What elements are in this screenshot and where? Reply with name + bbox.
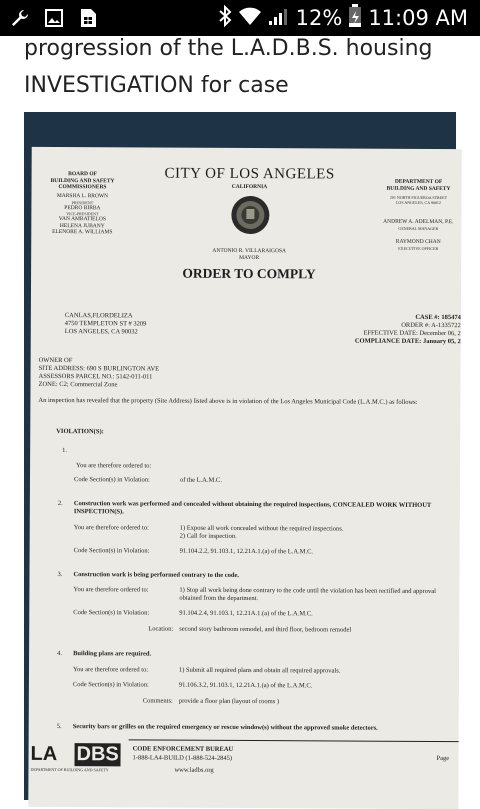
battery-percent: 12% (295, 6, 343, 30)
v4-ordered-value: 1) Submit all required plans and obtain all required approvals. (178, 666, 341, 675)
member-role: VICE-PRESIDENT (66, 211, 99, 217)
v2-code-label: Code Section(s) in Violation: (73, 547, 150, 555)
bureau-website: www.ladbs.org (174, 766, 214, 774)
state-label: CALIFORNIA (231, 183, 268, 191)
violations-heading: VIOLATION(S): (56, 428, 104, 436)
mayor-title: MAYOR (239, 254, 260, 262)
member-role: PRESIDENT (71, 199, 94, 205)
bureau-name: CODE ENFORCEMENT BUREAU (132, 745, 234, 753)
general-manager-title: GENERAL MANAGER (398, 225, 439, 232)
v3-location-value: second story bathroom remodel, and third floor, bedroom remodel (179, 625, 352, 634)
v1-code-value: of the L.A.M.C. (179, 476, 222, 484)
bureau-phone: 1-888-LA4-BUILD (1-888-524-2845) (132, 754, 233, 762)
order-number: ORDER #: A-1335722 (401, 321, 461, 330)
member-name: HELENA JUBANY (59, 222, 105, 229)
department-title: DEPARTMENT OF BUILDING AND SAFETY (386, 178, 451, 192)
site-address: SITE ADDRESS: 690 S BURLINGTON AVE (38, 364, 160, 373)
addressee-name: CANLAS,FLORDELIZA (64, 312, 133, 320)
v3-ordered-value: 1) Stop all work being done contrary to the code until the violation has been rectified and approval obtained from the department. (179, 586, 436, 603)
compliance-date: COMPLIANCE DATE: January 05, 2 (354, 337, 461, 346)
ladbs-logo: LA DBS DEPARTMENT OF BUILDING AND SAFETY (30, 742, 119, 773)
case-info (301, 313, 461, 346)
v4-code-value: 91.106.3.2, 91.103.1, 12.21A.1.(a) of the L.A.M.C. (178, 681, 313, 690)
battery-icon (348, 4, 362, 33)
addressee-city: LOS ANGELES, CA 90032 (64, 328, 138, 336)
v5-title: Security bars or grilles on the required emergency or rescue window(s) without the approved smoke detectors. (72, 723, 378, 732)
v3-location-label: Location: (148, 625, 174, 633)
member-name: MARSHA L. BROWN (56, 193, 109, 200)
addressee-block (65, 312, 147, 336)
case-number: CASE #: 185474 (415, 313, 461, 322)
wrench-icon (10, 8, 30, 28)
owner-of-label: OWNER OF (38, 356, 73, 365)
image-icon (44, 8, 64, 28)
page-label: Page (436, 755, 450, 763)
v3-ordered-label: You are therefore ordered to: (73, 586, 149, 594)
member-name: ELENORE A. WILLIAMS (52, 228, 113, 236)
v3-title: Construction work is being performed contrary to the code. (73, 571, 240, 579)
bluetooth-icon (218, 5, 232, 32)
violation-3-number: 3. (57, 571, 63, 579)
v4-comments-label: Comments: (142, 697, 173, 705)
addressee-street: 4750 TEMPLETON ST # 3209 (64, 320, 147, 328)
member-name: VAN AMBATIELOS (58, 216, 106, 223)
v3-code-label: Code Section(s) in Violation: (73, 609, 150, 617)
executive-officer-name: RAYMOND CHAN (395, 238, 441, 246)
clock: 11:09 AM (368, 6, 468, 30)
inspection-intro: An inspection has revealed that the property (Site Address) listed above is in violation of the Los Angeles Municipal Code (L.A.M.C.) as follows: (38, 396, 418, 406)
violation-5-number: 5. (56, 723, 62, 731)
city-seal-icon (230, 195, 270, 240)
post-caption: progression of the L.A.D.B.S. housing INVESTIGATION for case (24, 36, 433, 98)
order-title: ORDER TO COMPLY (182, 265, 316, 282)
order-to-comply-document (28, 147, 461, 809)
v2-ordered-label: You are therefore ordered to: (73, 524, 149, 532)
v2-code-value: 91.104.2.2, 91.103.1, 12.21A.1.(a) of the L.A.M.C. (179, 547, 314, 556)
wifi-icon (238, 6, 262, 31)
v4-title: Building plans are required. (73, 650, 152, 658)
executive-officer-title: EXECUTIVE OFFICER (398, 245, 439, 252)
department-address: 201 NORTH FIGUEROA STREET LOS ANGELES, CA 90012 (389, 194, 448, 206)
sim-card-icon (78, 8, 98, 28)
v1-ordered-label: You are therefore ordered to: (76, 462, 152, 470)
signal-icon (268, 6, 290, 31)
v1-code-label: Code Section(s) in Violation: (73, 476, 150, 484)
city-title: CITY OF LOS ANGELES (164, 165, 335, 183)
v3-code-value: 91.104.2.4, 91.103.1, 12.21A.1.(a) of the L.A.M.C. (179, 609, 313, 618)
v4-ordered-label: You are therefore ordered to: (72, 666, 149, 674)
board-members (39, 193, 125, 236)
zone: ZONE: C2; Commercial Zone (38, 380, 118, 389)
v2-title: Construction work was performed and concealed without obtaining the required inspections, CONCEALED WORK WITHOUT INSPECTION(S). (73, 500, 432, 516)
violation-1-number: 1. (62, 447, 68, 455)
assessors-parcel: ASSESSORS PARCEL NO.: 5142-011-011 (38, 372, 153, 381)
v4-comments-value: provide a floor plan (layout of rooms ) (178, 697, 280, 706)
effective-date: EFFECTIVE DATE: December 06, 2 (363, 329, 461, 338)
member-name: PEDRO BIRBA (64, 204, 101, 211)
v4-code-label: Code Section(s) in Violation: (72, 681, 149, 689)
board-title: BOARD OF BUILDING AND SAFETY COMMISSIONERS (50, 171, 115, 191)
violation-2-number: 2. (57, 500, 63, 508)
mayor-name: ANTONIO R. VILLARAIGOSA (212, 247, 287, 255)
violation-4-number: 4. (57, 650, 62, 658)
v2-ordered-items: 1) Expose all work concealed without the required inspections. 2) Call for inspection. (179, 524, 344, 540)
footer-rule (129, 739, 459, 742)
general-manager-name: ANDREW A. ADELMAN, P.E. (383, 218, 454, 226)
document-photo[interactable] (24, 112, 461, 800)
